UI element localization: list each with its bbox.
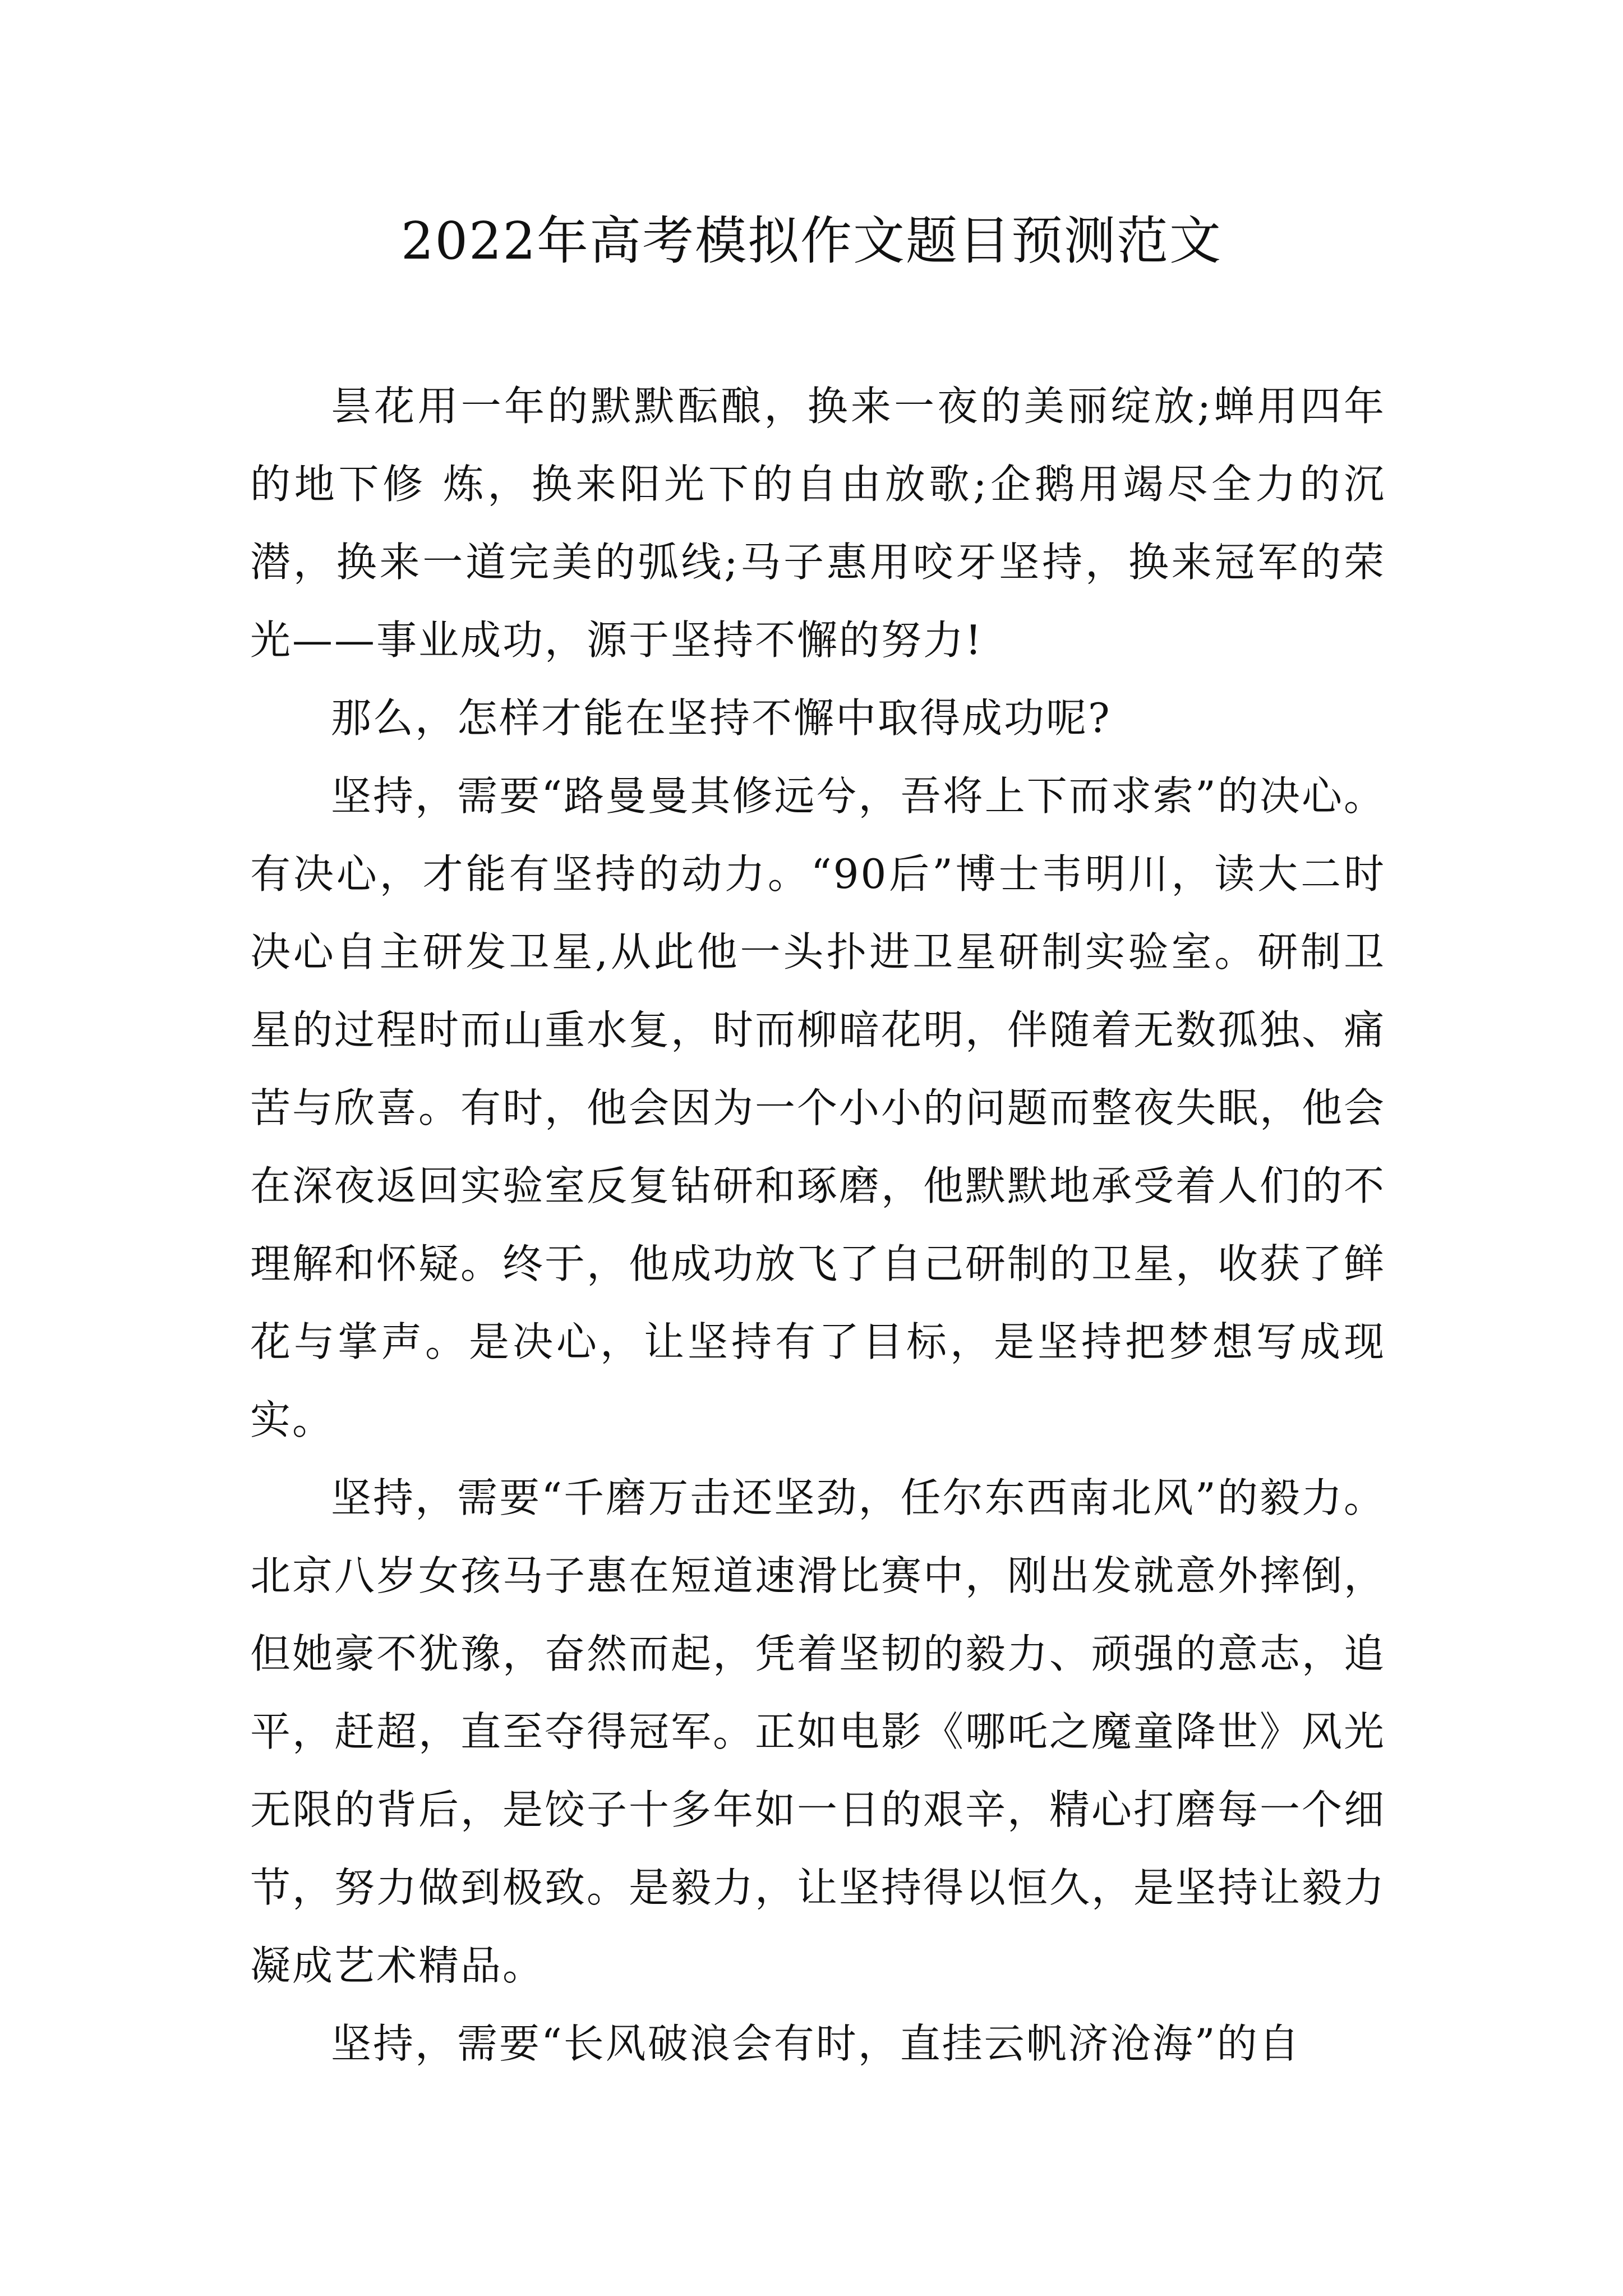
paragraph-confidence: 坚持，需要“长风破浪会有时，直挂云帆济沧海”的自 (331, 2020, 1301, 2067)
paragraph-determination: 坚持，需要“路曼曼其修远兮，吾将上下而求索”的决心。有决心，才能有坚持的动力。“90后”博士韦明川，读大二时决心自主研发卫星,从此他一头扑进卫星研制实验室。研制卫星的过程时而山重水复，时而柳暗花明，伴随着无数孤独、痛苦与欣喜。有时，他会因为一个小小的问题而整夜失眠，他会在深夜返回实验室反复钻研和琢磨，他默默地承受着人们的不理解和怀疑。终于，他成功放飞了自己研制的卫星，收获了鲜花与掌声。是决心，让坚持有了目标，是坚持把梦想写成现实。 (250, 772, 1386, 1443)
document-body (250, 367, 1386, 2083)
document-title: 2022年高考模拟作文题目预测范文 (400, 211, 1223, 271)
paragraph-intro: 昙花用一年的默默酝酿，换来一夜的美丽绽放;蝉用四年的地下修 炼，换来阳光下的自由放歌;企鹅用竭尽全力的沉潜，换来一道完美的弧线;马子惠用咬牙坚持，换来冠军的荣光——事业成功，源于坚持不懈的努力! (250, 383, 1386, 664)
paragraph-question: 那么，怎样才能在坚持不懈中取得成功呢? (331, 694, 1112, 742)
paragraph-perseverance: 坚持，需要“千磨万击还坚劲，任尔东西南北风”的毅力。北京八岁女孩马子惠在短道速滑比赛中，刚出发就意外摔倒，但她豪不犹豫，奋然而起，凭着坚韧的毅力、顽强的意志，追平，赶超，直至夺得冠军。正如电影《哪吒之魔童降世》风光无限的背后，是饺子十多年如一日的艰辛，精心打磨每一个细节，努力做到极致。是毅力，让坚持得以恒久，是坚持让毅力凝成艺术精品。 (250, 1474, 1386, 1989)
